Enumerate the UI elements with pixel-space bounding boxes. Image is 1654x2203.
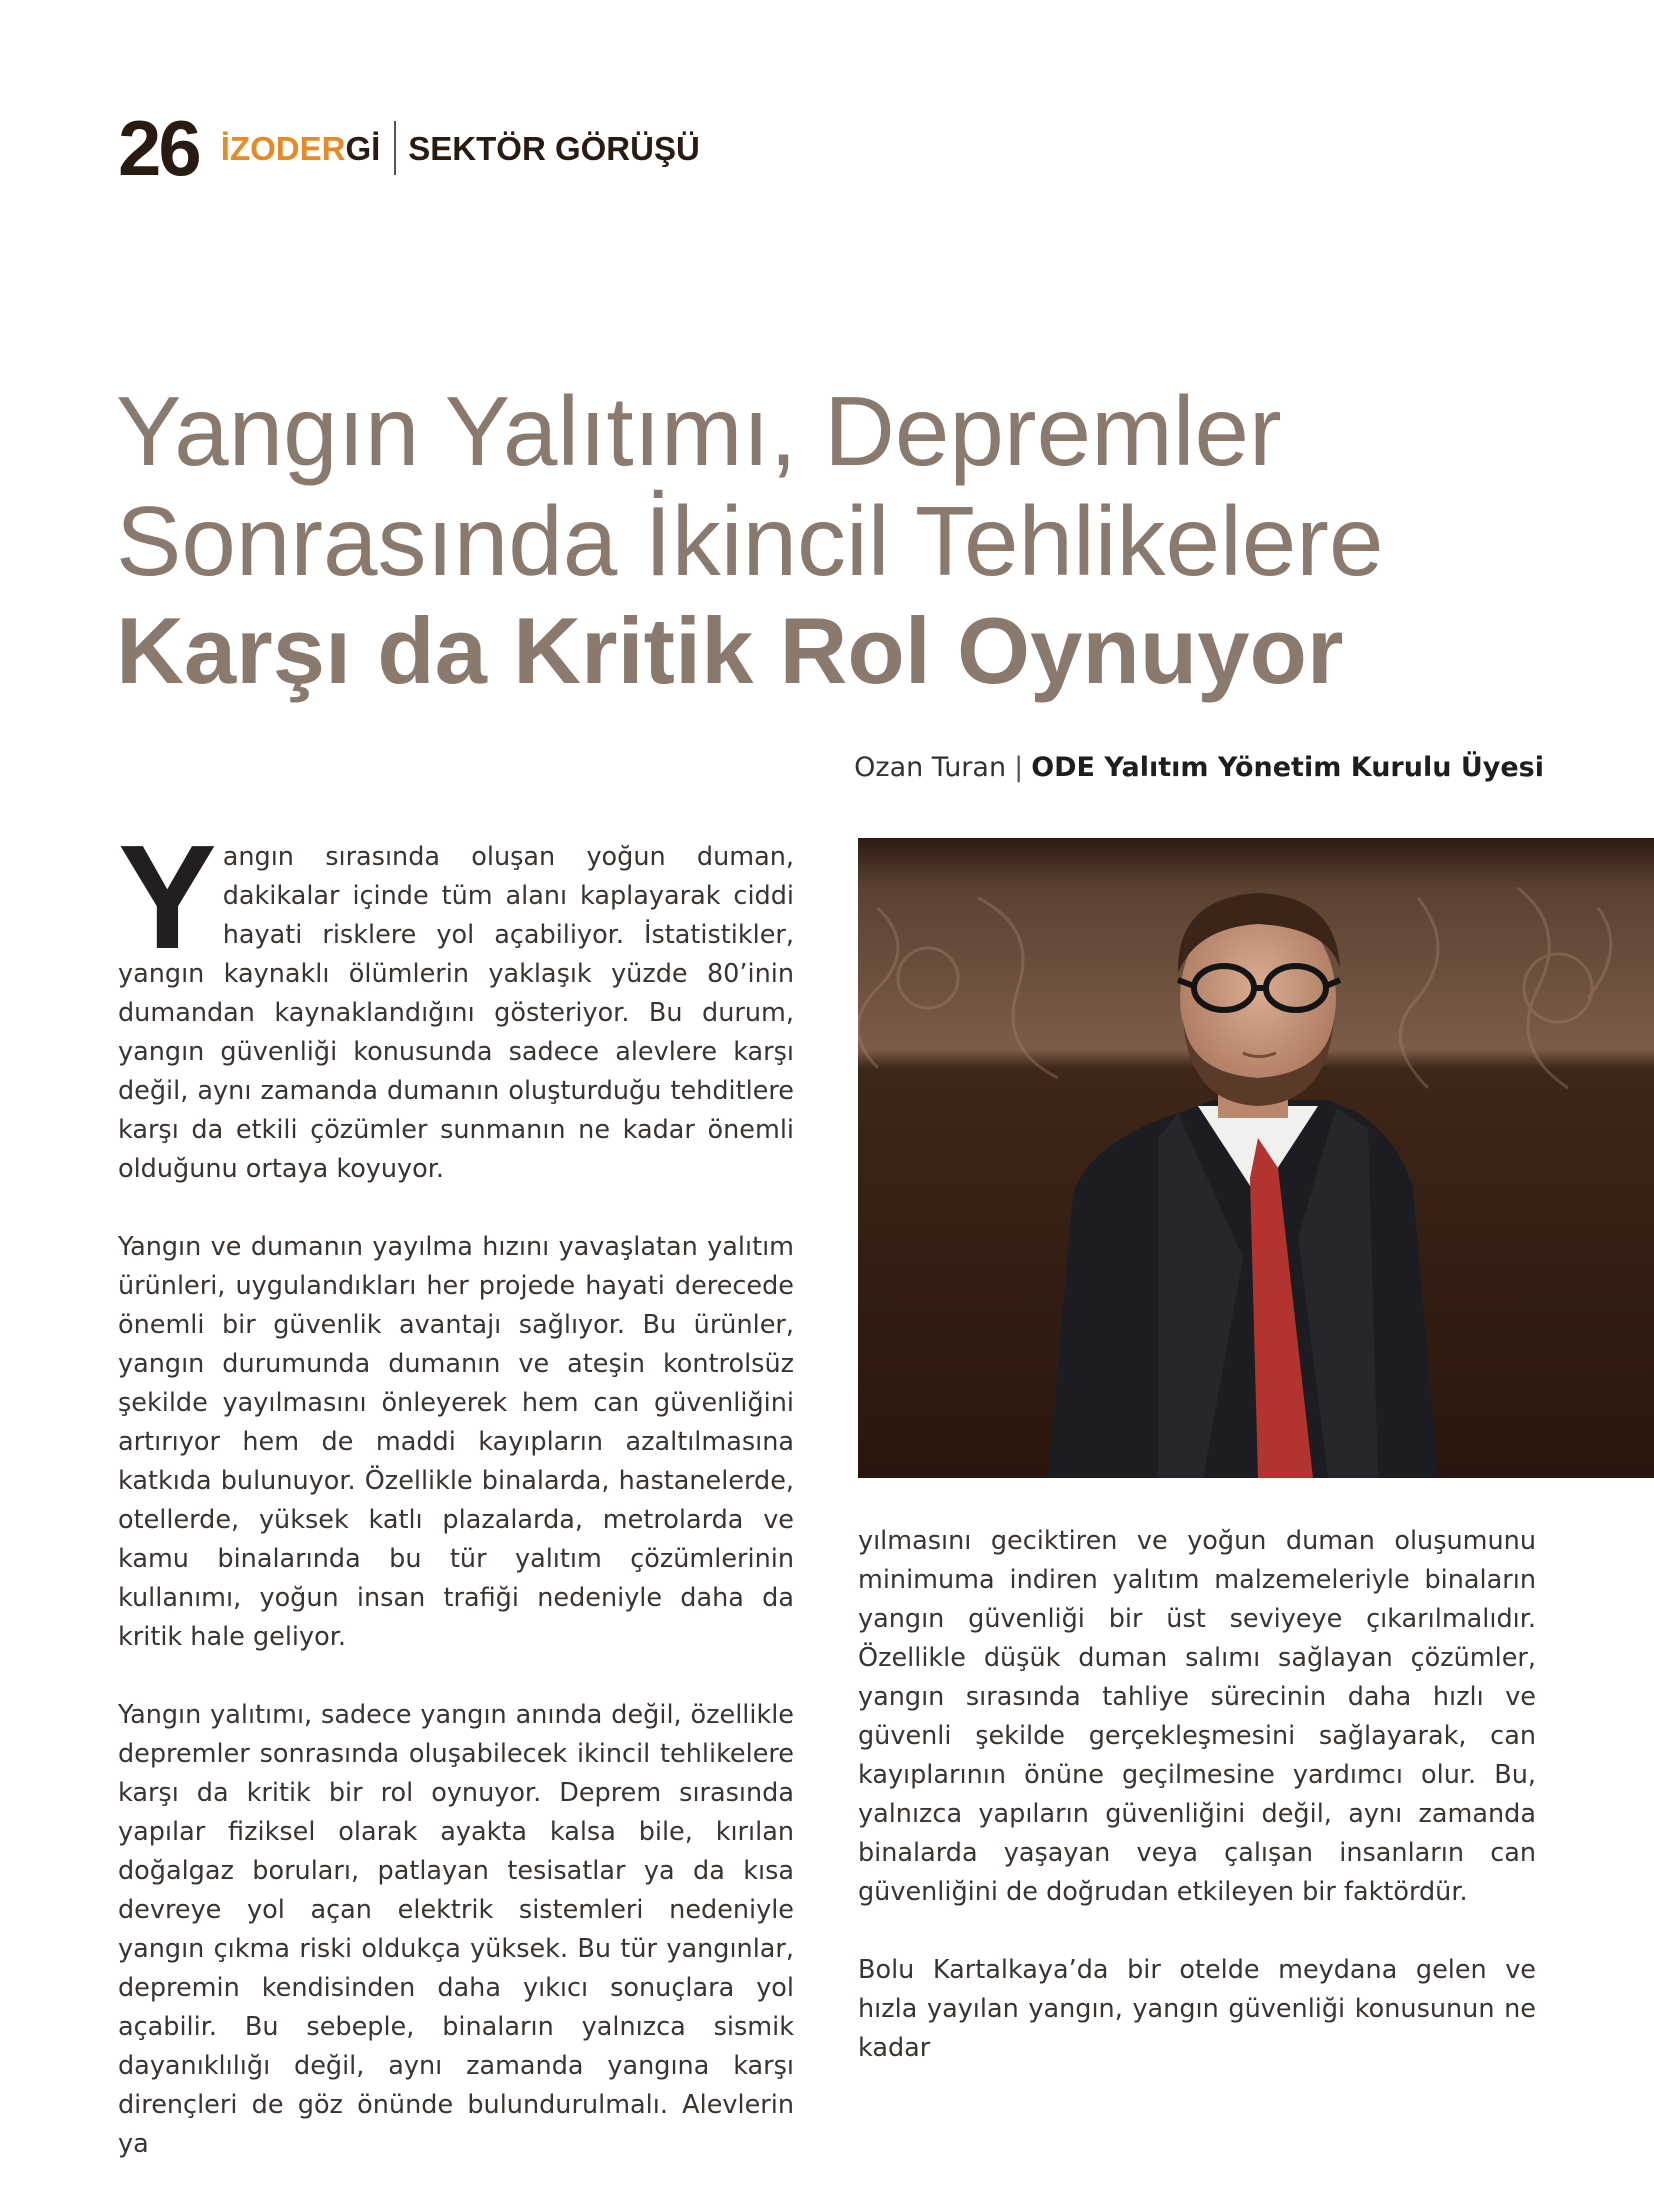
portrait-photo: [858, 838, 1654, 1478]
article-column-right: [858, 1522, 1536, 2107]
paragraph-3: Yangın yalıtımı, sadece yangın anında değil, özellikle depremler sonrasında oluşabilecek ikincil tehlikelere karşı da kritik bir rol oynuyor. Deprem sırasında yapılar fiziksel olarak ayakta kalsa bile, kırılan doğalgaz boruları, patlayan tesisatlar ya da kısa devreye yol açan elektrik sistemleri nedeniyle yangın çıkma riski oldukça yüksek. Bu tür yangınlar, depremin kendisinden daha yıkıcı sonuçlara yol açabilir. Bu sebeple, binaların yalnızca sismik dayanıklılığı değil, aynı zamanda yangına karşı dirençleri de göz önünde bulundurulmalı. Alevlerin ya: [118, 1700, 794, 2159]
header-divider: [394, 121, 396, 175]
logo-part-gi: Gİ: [345, 129, 381, 167]
paragraph-5: Bolu Kartalkaya’da bir otelde meydana gelen ve hızla yayılan yangın, yangın güvenliği konusunun ne kadar: [858, 1955, 1536, 2063]
author-role: ODE Yalıtım Yönetim Kurulu Üyesi: [1031, 752, 1544, 783]
paragraph-1: [118, 815, 794, 1189]
logo-part-izoder: İZODER: [220, 129, 346, 167]
page-number: 26: [118, 104, 199, 192]
title-line-1: Yangın Yalıtımı, Depremler: [116, 376, 1282, 486]
article-title: [116, 376, 1536, 706]
author-name: Ozan Turan: [854, 752, 1007, 783]
page-header: [118, 104, 700, 192]
title-line-2: Sonrasında İkincil Tehlikelere: [116, 486, 1384, 596]
section-label: SEKTÖR GÖRÜŞÜ: [408, 129, 700, 167]
article-column-left: [118, 815, 794, 2203]
magazine-logo: [220, 129, 381, 167]
portrait-illustration: [858, 838, 1654, 1478]
title-line-3: Karşı da Kritik Rol Oynuyor: [116, 598, 1344, 703]
paragraph-2: Yangın ve dumanın yayılma hızını yavaşlatan yalıtım ürünleri, uygulandıkları her projede hayati derecede önemli bir güvenlik avantajı sağlıyor. Bu ürünler, yangın durumunda dumanın ve ateşin kontrolsüz şekilde yayılmasını önleyerek hem can güvenliğini artırıyor hem de maddi kayıpların azaltılmasına katkıda bulunuyor. Özellikle binalarda, hastanelerde, otellerde, yüksek katlı plazalarda, metrolarda ve kamu binalarında bu tür yalıtım çözümlerinin kullanımı, yoğun insan trafiği nedeniyle daha da kritik hale geliyor.: [118, 1232, 794, 1652]
paragraph-1-text: angın sırasında oluşan yoğun duman, dakikalar içinde tüm alanı kaplayarak ciddi hayati risklere yol açabiliyor. İstatistikler, yangın kaynaklı ölümlerin yaklaşık yüzde 80’inin dumandan kaynaklandığını gösteriyor. Bu durum, yangın güvenliği konusunda sadece alevlere karşı değil, aynı zamanda dumanın oluşturduğu tehditlere karşı da etkili çözümler sunmanın ne kadar önemli olduğunu ortaya koyuyor.: [118, 842, 794, 1184]
drop-cap: Y: [118, 815, 217, 980]
byline-separator: |: [1014, 752, 1024, 783]
byline: [854, 752, 1544, 783]
paragraph-4: yılmasını geciktiren ve yoğun duman oluşumunu minimuma indiren yalıtım malzemeleriyle binaların yangın güvenliği bir üst seviyeye çıkarılmalıdır. Özellikle düşük duman salımı sağlayan çözümler, yangın sırasında tahliye sürecinin daha hızlı ve güvenli şekilde gerçekleşmesini sağlayarak, can kayıplarının önüne geçilmesine yardımcı olur. Bu, yalnızca yapıların güvenliğini değil, aynı zamanda binalarda yaşayan veya çalışan insanların can güvenliğini de doğrudan etkileyen bir faktördür.: [858, 1526, 1536, 1907]
